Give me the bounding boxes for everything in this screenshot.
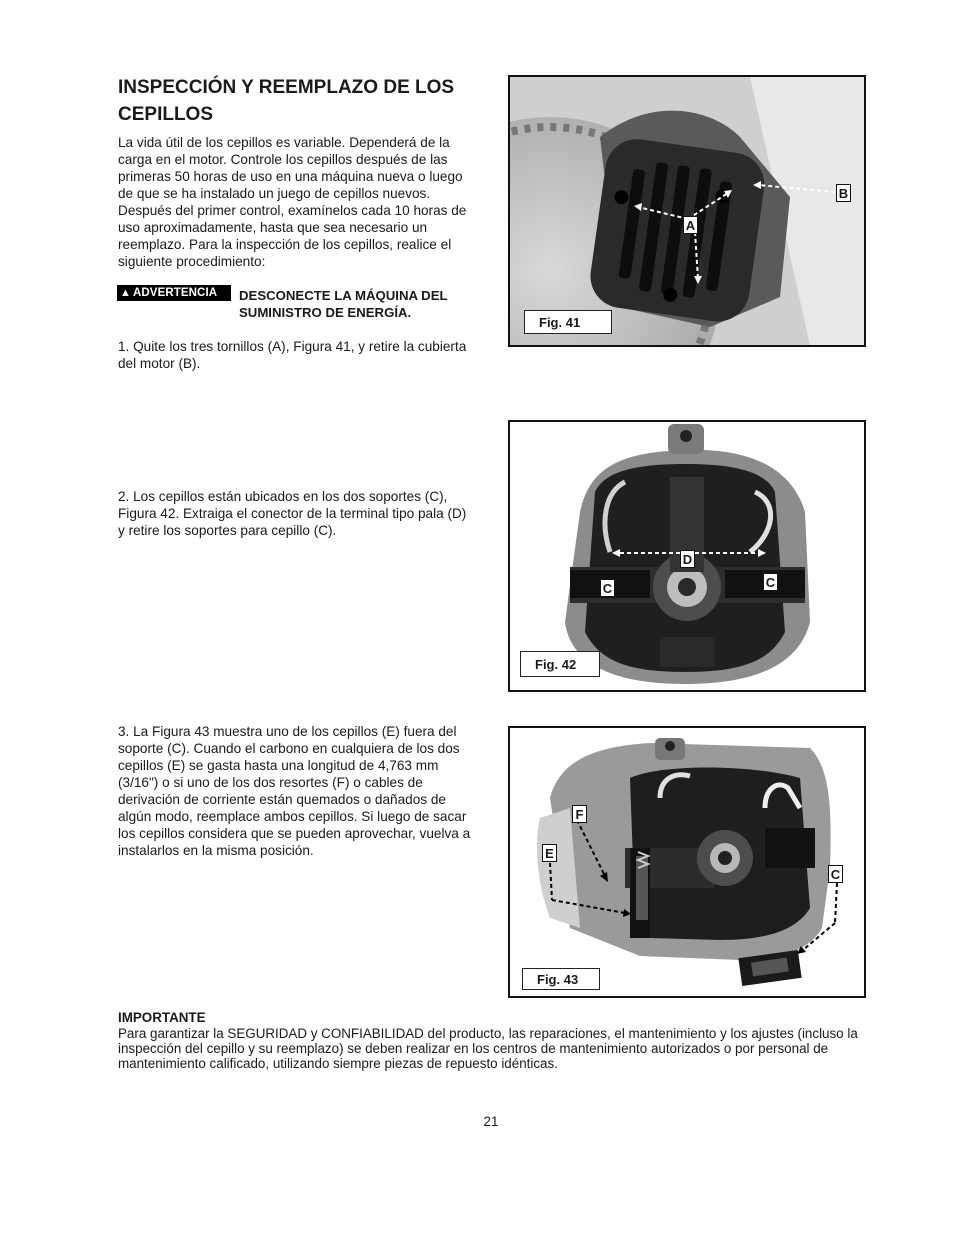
figure-43-label: Fig. 43	[522, 968, 600, 990]
callout-c-right: C	[763, 573, 778, 591]
important-text: Para garantizar la SEGURIDAD y CONFIABILIDAD del producto, las reparaciones, el mantenimiento y los ajustes (incluso la inspección del cepillo y su reemplazo) se deben realizar en los centros de mantenimiento autorizados o por personal de mantenimiento calificado, utilizando siempre piezas de repuesto idénticas.	[118, 1026, 858, 1071]
section-title: INSPECCIÓN Y REEMPLAZO DE LOS CEPILLOS	[118, 77, 455, 125]
callout-e: E	[542, 844, 557, 862]
figure-41	[508, 75, 866, 347]
step-1: 1. Quite los tres tornillos (A), Figura 41, y retire la cubierta del motor (B).	[118, 339, 467, 371]
callout-c: C	[828, 865, 843, 883]
step-3: 3. La Figura 43 muestra uno de los cepillos (E) fuera del soporte (C). Cuando el carbono en cualquiera de los dos cepillos (E) se gasta hasta una longitud de 4,763 mm (3/16") o si uno de los dos resortes (F) o cables de derivación de corriente están quemados o dañados de algún modo, reemplace ambos cepillos. Si luego de sacar los cepillos considera que se pueden aprovechar, vuelva a instalarlos en la misma posición.	[118, 724, 471, 858]
callout-c-left: C	[600, 579, 615, 597]
figure-42	[508, 420, 866, 692]
important-heading: IMPORTANTE	[118, 1010, 206, 1025]
page-number: 21	[483, 1114, 499, 1129]
step-2: 2. Los cepillos están ubicados en los dos soportes (C), Figura 42. Extraiga el conector de la terminal tipo pala (D) y retire los soportes para cepillo (C).	[118, 489, 467, 538]
warning-text: DESCONECTE LA MÁQUINA DEL SUMINISTRO DE ENERGÍA.	[239, 288, 448, 320]
warning-badge	[117, 285, 231, 301]
intro-paragraph: La vida útil de los cepillos es variable. Dependerá de la carga en el motor. Controle los cepillos después de las primeras 50 horas de uso en una máquina nueva o luego de que se ha instalado un juego de cepillos nuevos. Después del primer control, examínelos cada 10 horas de uso aproximadamente, hasta que sea necesario un reemplazo. Para la inspección de los cepillos, realice el siguiente procedimiento:	[118, 135, 467, 269]
callout-f: F	[572, 805, 587, 823]
figure-42-label: Fig. 42	[520, 651, 600, 677]
callout-a: A	[683, 216, 698, 234]
warning-badge-label: ADVERTENCIA	[133, 287, 218, 299]
callout-d: D	[680, 550, 695, 568]
figure-43-photo	[510, 728, 864, 996]
figure-41-label: Fig. 41	[524, 310, 612, 334]
warning-triangle-icon: ▲	[120, 287, 131, 299]
callout-b: B	[836, 184, 851, 202]
figure-41-photo	[510, 77, 864, 345]
figure-43	[508, 726, 866, 998]
